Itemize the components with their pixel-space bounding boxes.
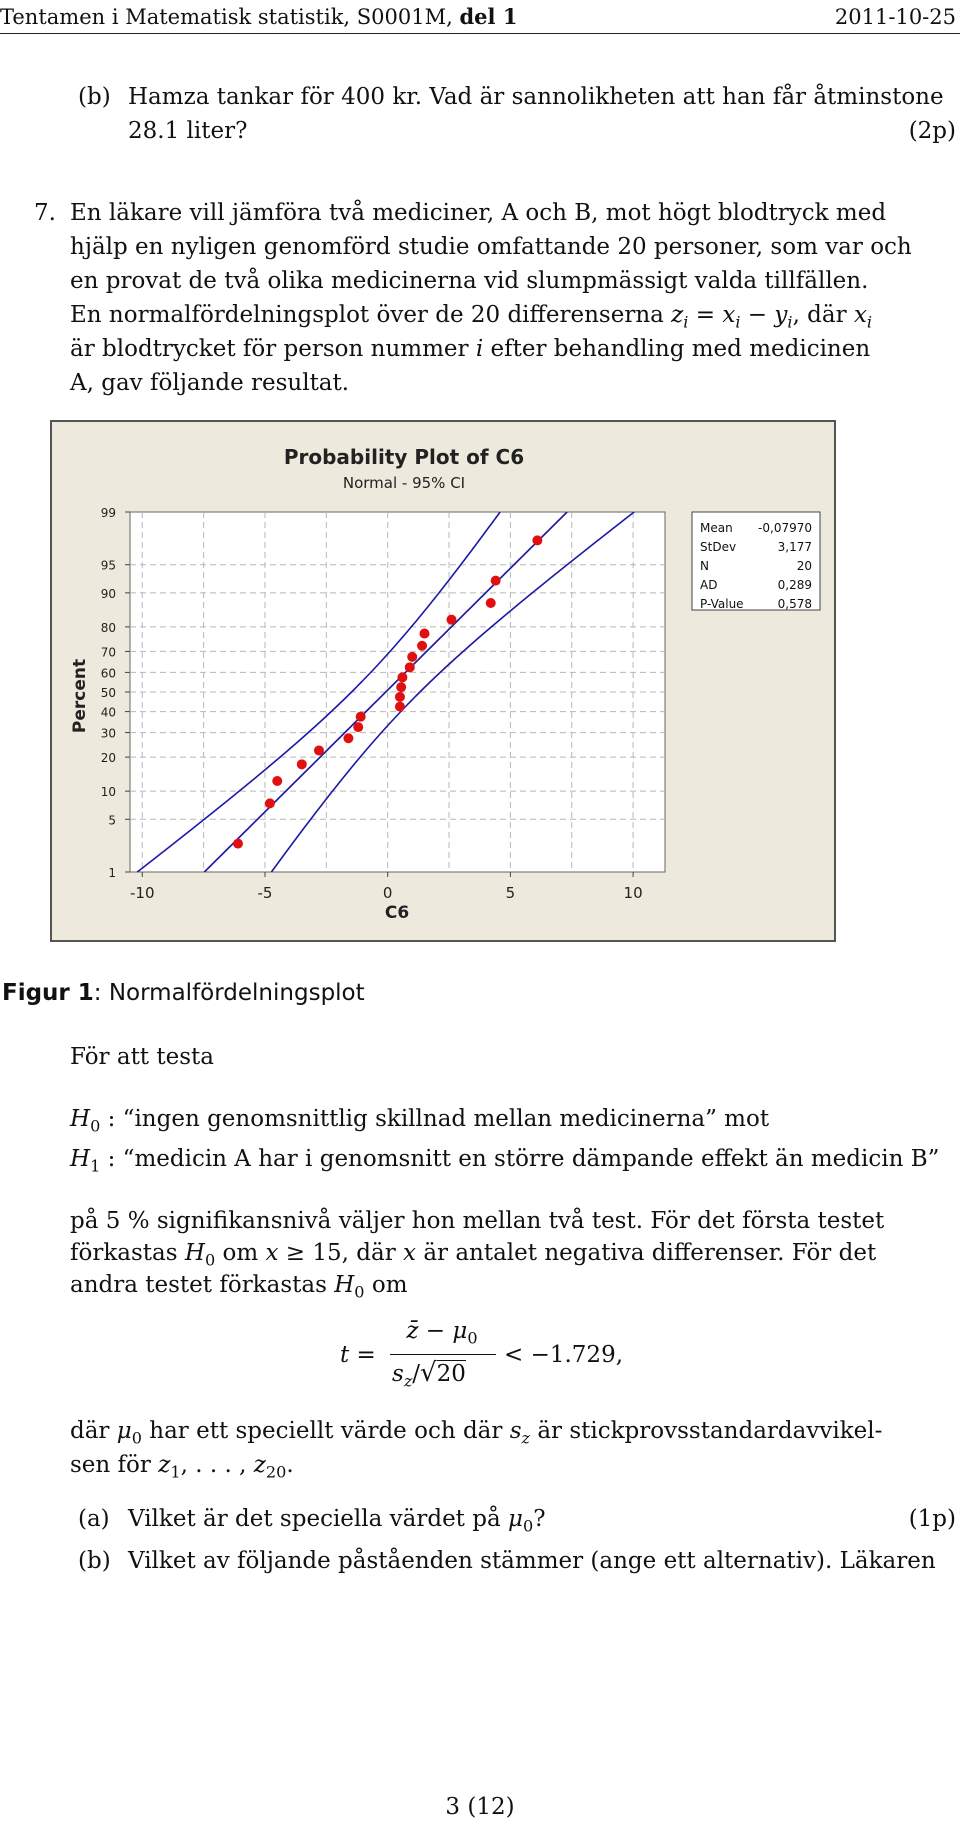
figure-label: Figur 1 bbox=[2, 980, 94, 1006]
data-point bbox=[356, 712, 366, 722]
stats-legend bbox=[692, 512, 820, 611]
prev-question-line2: 28.1 liter? bbox=[128, 118, 248, 144]
paragraph1-line1: på 5 % signifikansnivå väljer hon mellan två test. För det första testet bbox=[70, 1208, 885, 1234]
question7-line1: En läkare vill jämföra två mediciner, A och B, mot högt blodtryck med bbox=[70, 200, 887, 226]
subquestion-a-body: Vilket är det speciella värdet på bbox=[128, 1506, 501, 1532]
data-point bbox=[272, 776, 282, 786]
p1-line3-b: om bbox=[371, 1272, 408, 1298]
hypothesis-h0 bbox=[70, 1102, 769, 1136]
paragraph1-line3: andra testet förkastas $H_0$ om bbox=[70, 1272, 408, 1302]
p2-line1-a: där bbox=[70, 1418, 110, 1444]
data-point bbox=[314, 745, 324, 755]
formula-rhs: < −1.729, bbox=[504, 1342, 624, 1368]
stats-label: N bbox=[700, 559, 709, 573]
p1-line2-d: är antalet negativa differenser. För det bbox=[423, 1240, 877, 1266]
stats-value: 0,289 bbox=[777, 578, 812, 592]
subquestion-a-label: (a) bbox=[78, 1506, 110, 1532]
question7-line6: A, gav följande resultat. bbox=[70, 370, 350, 396]
y-tick-label: 1 bbox=[108, 866, 116, 880]
x-tick-label: 10 bbox=[623, 884, 643, 902]
subquestion-b-text: Vilket av följande påståenden stämmer (ange ett alternativ). Läkaren bbox=[128, 1548, 936, 1574]
y-tick-label: 95 bbox=[100, 558, 116, 573]
probability-plot-chart bbox=[52, 422, 834, 940]
q7-line5-text-b: efter behandling med medicinen bbox=[490, 336, 871, 362]
figure-caption-text: : Normalfördelningsplot bbox=[93, 980, 365, 1006]
header-rule bbox=[0, 33, 960, 34]
data-point bbox=[396, 682, 406, 692]
y-tick-label: 80 bbox=[100, 620, 116, 635]
data-point bbox=[417, 641, 427, 651]
p2-line1-c: är stickprovsstandardavvikel- bbox=[537, 1418, 883, 1444]
data-point bbox=[395, 692, 405, 702]
x-tick-label: -5 bbox=[257, 884, 273, 902]
p2-line1-b: har ett speciellt värde och där bbox=[149, 1418, 503, 1444]
y-tick-label: 90 bbox=[100, 586, 116, 601]
y-tick-label: 5 bbox=[108, 813, 116, 828]
data-point bbox=[419, 629, 429, 639]
data-point bbox=[353, 722, 363, 732]
y-tick-label: 50 bbox=[100, 686, 116, 700]
data-point bbox=[395, 702, 405, 712]
stats-label: P-Value bbox=[700, 597, 744, 611]
h1-text: : “medicin A har i genomsnitt en större dämpande effekt än medicin B” bbox=[100, 1146, 940, 1172]
chart-title: Probability Plot of C6 bbox=[283, 445, 525, 469]
header-course: Tentamen i Matematisk statistik, S0001M, bbox=[0, 5, 453, 29]
paragraph1-line2: förkastas $H_0$ om x ≥ 15, där x är antalet negativa differenser. För det bbox=[70, 1240, 877, 1270]
stats-value: -0,07970 bbox=[758, 521, 812, 535]
stats-label: Mean bbox=[700, 521, 733, 535]
test-intro: För att testa bbox=[70, 1044, 214, 1070]
y-axis-label: Percent bbox=[70, 658, 90, 734]
subquestion-b-label: (b) bbox=[78, 1548, 111, 1574]
test-statistic-formula: t = z̄ − $\mu_0$ $s_z/√20$ < −1.729, bbox=[340, 1318, 624, 1391]
header-part: del 1 bbox=[459, 4, 518, 29]
page-number: 3 (12) bbox=[445, 1794, 515, 1820]
y-tick-label: 30 bbox=[100, 726, 116, 741]
h0-symbol: H bbox=[70, 1106, 91, 1132]
h0-subscript: 0 bbox=[90, 1116, 101, 1136]
data-point bbox=[532, 535, 542, 545]
q7-line4-text-a: En normalfördelningsplot över de 20 differenserna bbox=[70, 302, 664, 328]
page-header-date: 2011-10-25 bbox=[834, 5, 956, 29]
stats-value: 0,578 bbox=[777, 597, 812, 611]
chart-subtitle: Normal - 95% CI bbox=[342, 474, 466, 492]
data-point bbox=[397, 672, 407, 682]
prev-question-points: (2p) bbox=[908, 118, 956, 144]
x-tick-label: 5 bbox=[505, 884, 516, 902]
data-point bbox=[405, 662, 415, 672]
p1-line2-b: om bbox=[222, 1240, 259, 1266]
x-tick-label: -10 bbox=[130, 884, 155, 902]
p1-line3-a: andra testet förkastas bbox=[70, 1272, 327, 1298]
question7-line2: hjälp en nyligen genomförd studie omfattande 20 personer, som var och bbox=[70, 234, 912, 260]
subquestion-a-points: (1p) bbox=[908, 1506, 956, 1532]
data-point bbox=[297, 759, 307, 769]
page-header-title bbox=[0, 0, 517, 34]
data-point bbox=[491, 576, 501, 586]
p1-line2-a: förkastas bbox=[70, 1240, 178, 1266]
data-point bbox=[446, 615, 456, 625]
question-number: 7. bbox=[34, 200, 56, 226]
hypothesis-h1 bbox=[70, 1142, 939, 1176]
paragraph2-line2: sen för $z_1$, . . . , $z_{20}$. bbox=[70, 1452, 294, 1482]
data-point bbox=[233, 839, 243, 849]
y-tick-label: 70 bbox=[100, 645, 116, 660]
y-tick-label: 20 bbox=[100, 751, 116, 766]
h1-symbol: H bbox=[70, 1146, 91, 1172]
stats-value: 20 bbox=[796, 559, 812, 573]
data-point bbox=[407, 652, 417, 662]
figure-caption bbox=[2, 976, 365, 1010]
h1-subscript: 1 bbox=[90, 1156, 101, 1176]
h0-text: : “ingen genomsnittlig skillnad mellan medicinerna” mot bbox=[100, 1106, 770, 1132]
q7-line5-text-a: är blodtrycket för person nummer bbox=[70, 336, 469, 362]
y-tick-label: 60 bbox=[100, 666, 116, 681]
y-tick-label: 40 bbox=[100, 705, 116, 720]
p2-line2-text: sen för bbox=[70, 1452, 151, 1478]
prev-question-label: (b) bbox=[78, 84, 111, 110]
probability-plot-figure bbox=[50, 420, 836, 942]
stats-label: AD bbox=[700, 578, 718, 592]
stats-label: StDev bbox=[700, 540, 737, 554]
stats-value: 3,177 bbox=[777, 540, 812, 554]
subquestion-a-text: Vilket är det speciella värdet på $\mu_0$? bbox=[128, 1506, 546, 1536]
prev-question-line1: Hamza tankar för 400 kr. Vad är sannolikheten att han får åtminstone bbox=[128, 84, 944, 110]
question7-line5: är blodtrycket för person nummer i efter behandling med medicinen bbox=[70, 336, 871, 362]
x-tick-label: 0 bbox=[382, 884, 393, 902]
data-point bbox=[265, 798, 275, 808]
question7-line3: en provat de två olika medicinerna vid slumpmässigt valda tillfällen. bbox=[70, 268, 869, 294]
question7-line4: En normalfördelningsplot över de 20 differenserna $z_i = x_i - y_i$, där $x_i$ bbox=[70, 302, 873, 332]
y-tick-label: 10 bbox=[100, 785, 116, 800]
data-point bbox=[343, 733, 353, 743]
y-tick-label: 99 bbox=[100, 506, 116, 520]
p1-line2-c: ≥ 15, där bbox=[285, 1240, 396, 1266]
x-axis-label: C6 bbox=[384, 903, 410, 923]
data-point bbox=[486, 598, 496, 608]
paragraph2-line1: där $\mu_0$ har ett speciellt värde och där $s_z$ är stickprovsstandardavvikel- bbox=[70, 1418, 883, 1448]
q7-line4-text-b: , där bbox=[792, 302, 847, 328]
